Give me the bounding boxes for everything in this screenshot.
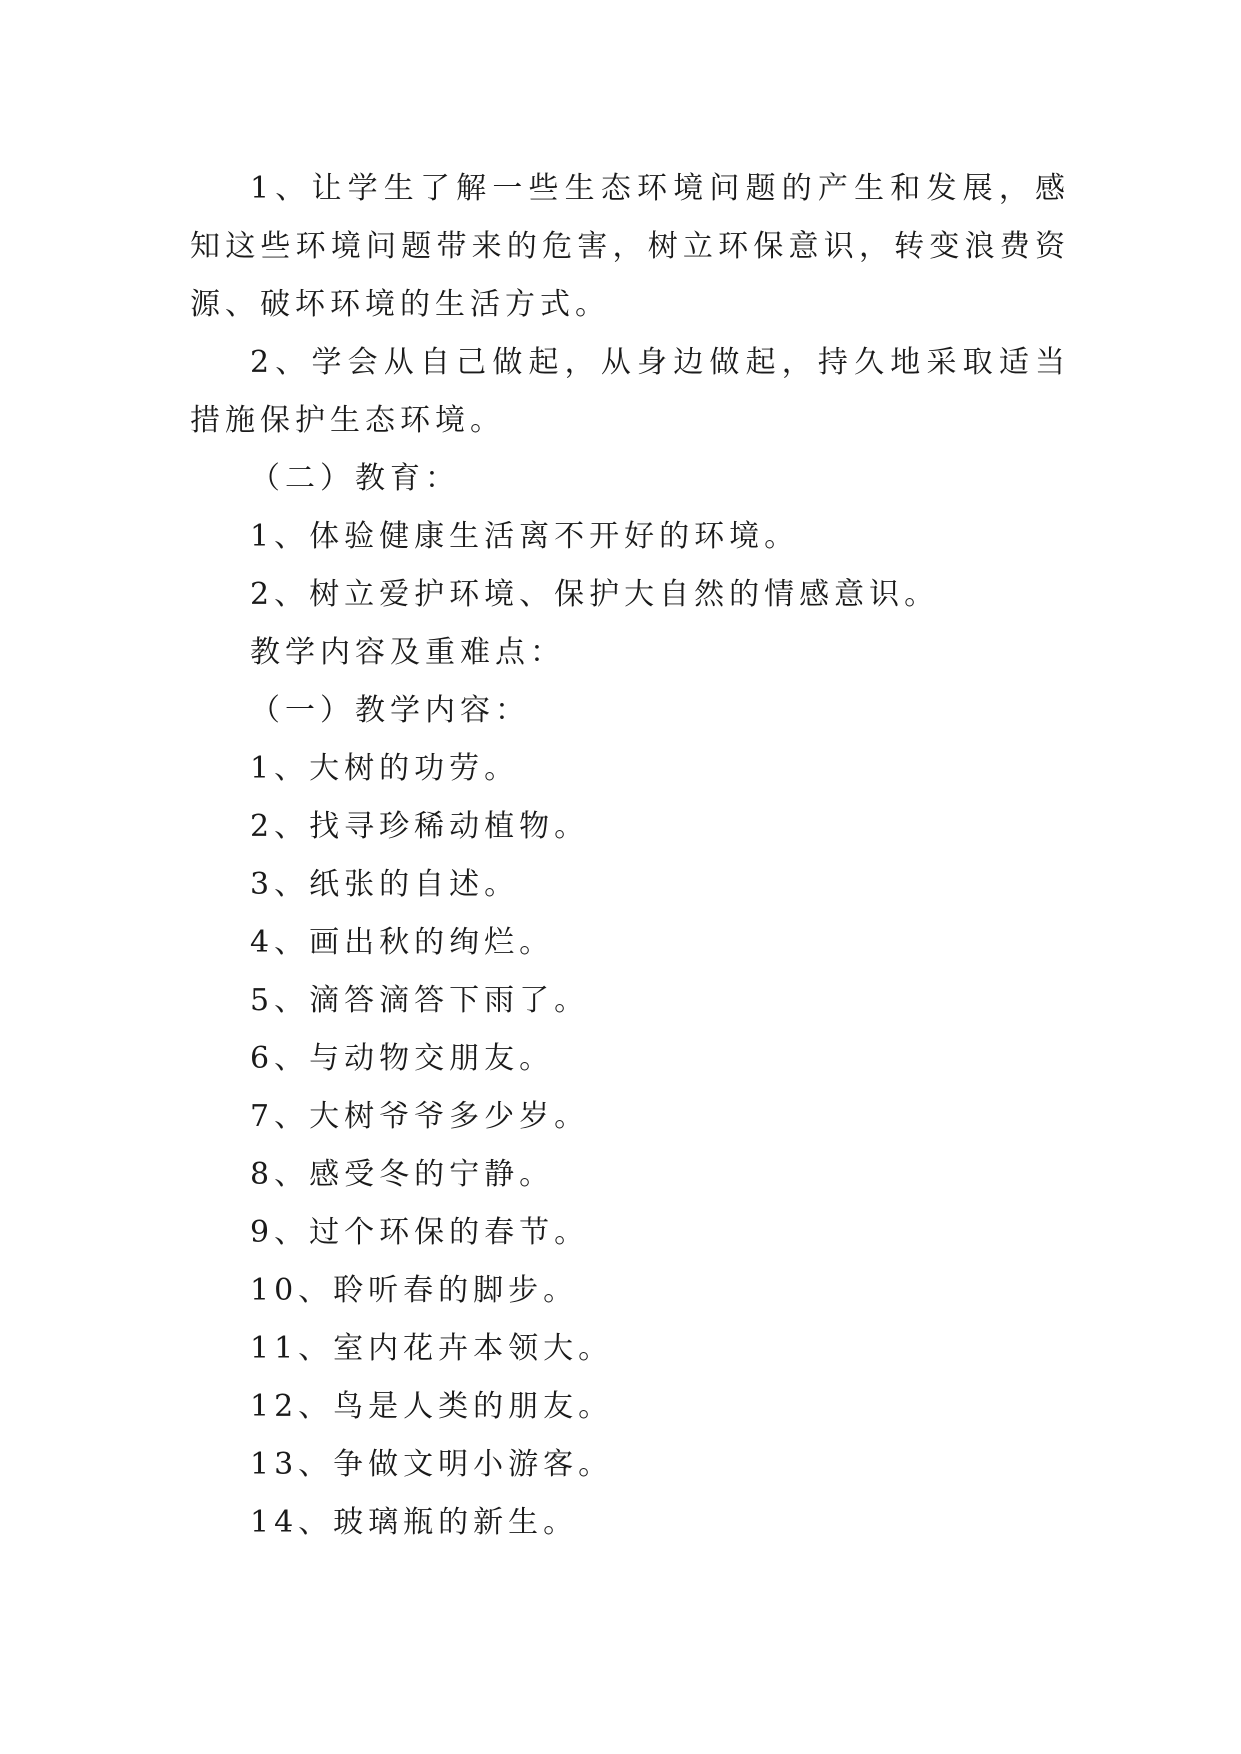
list-item: 12、鸟是人类的朋友。 [250, 1389, 614, 1424]
list-item: 4、画出秋的绚烂。 [250, 925, 555, 960]
list-item: 6、与动物交朋友。 [250, 1041, 555, 1076]
list-item: 1、体验健康生活离不开好的环境。 [250, 519, 800, 554]
document-body [190, 160, 1070, 1552]
list-item: 10、聆听春的脚步。 [250, 1273, 579, 1308]
list-item: 1、大树的功劳。 [250, 751, 520, 786]
list-item: 11、室内花卉本领大。 [250, 1331, 614, 1366]
subsection-heading-content: （一）教学内容： [250, 693, 530, 728]
list-item: 8、感受冬的宁静。 [250, 1157, 555, 1192]
list-item: 5、滴答滴答下雨了。 [250, 983, 590, 1018]
list-item: 9、过个环保的春节。 [250, 1215, 590, 1250]
paragraph-goal-1: 1、让学生了解一些生态环境问题的产生和发展，感知这些环境问题带来的危害，树立环保意识，转变浪费资源、破坏环境的生活方式。 [190, 171, 1070, 322]
list-item: 3、纸张的自述。 [250, 867, 520, 902]
paragraph-goal-2: 2、学会从自己做起，从身边做起，持久地采取适当措施保护生态环境。 [190, 345, 1070, 438]
list-item: 2、树立爱护环境、保护大自然的情感意识。 [250, 577, 940, 612]
list-item: 7、大树爷爷多少岁。 [250, 1099, 590, 1134]
list-item: 14、玻璃瓶的新生。 [250, 1505, 579, 1540]
list-item: 13、争做文明小游客。 [250, 1447, 614, 1482]
section-heading-education: （二）教育： [250, 461, 460, 496]
list-item: 2、找寻珍稀动植物。 [250, 809, 590, 844]
section-heading-content: 教学内容及重难点： [250, 635, 565, 670]
